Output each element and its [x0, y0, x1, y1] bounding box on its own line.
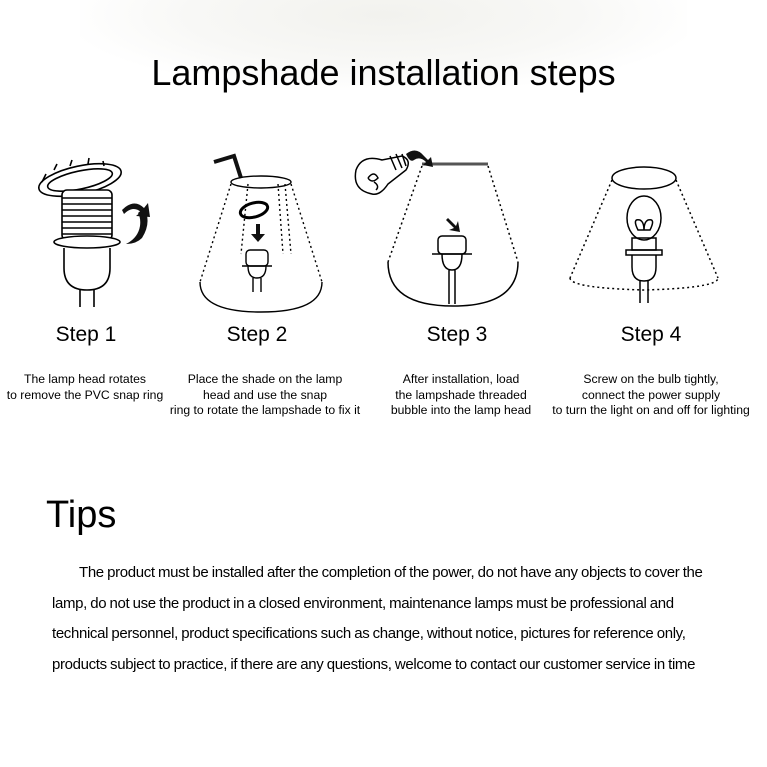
step-2-line: head and use the snap: [202, 387, 327, 402]
page-title: Lampshade installation steps: [151, 52, 616, 93]
step-3-line: the lampshade threaded: [395, 387, 527, 402]
step-2-label: Step 2: [226, 323, 288, 346]
step-4-line: Screw on the bulb tightly,: [583, 372, 719, 386]
step-4-label: Step 4: [620, 323, 682, 346]
step-4-description: [536, 372, 766, 419]
insert-bulb-icon: [352, 148, 522, 308]
shade-snap-ring-icon: [186, 148, 336, 308]
lit-lamp-icon: [564, 148, 724, 308]
step-3-line: After installation, load: [402, 372, 520, 386]
step-3-label: Step 3: [426, 323, 488, 346]
tips-body: The product must be installed after the completion of the power, do not have any objects to cover the lamp, do not use the product in a closed environment, maintenance lamps must be professional and technical personnel, product specifications such as change, without notice, pictures for reference only, products subject to practice, if there are any questions, welcome to contact our customer service in time: [52, 564, 703, 673]
step-2-line: Place the shade on the lamp: [187, 372, 343, 386]
step-4-line: to turn the light on and off for lighting: [552, 403, 750, 417]
step-1-line: to remove the PVC snap ring: [6, 387, 164, 402]
step-1-label: Step 1: [55, 323, 117, 346]
step-1-line: The lamp head rotates: [24, 372, 146, 386]
lamp-head-snap-ring-icon: [30, 148, 160, 308]
tips-heading: Tips: [46, 494, 117, 536]
step-4-line: connect the power supply: [581, 387, 721, 402]
step-2-line: ring to rotate the lampshade to fix it: [169, 403, 361, 417]
step-3-line: bubble into the lamp head: [390, 403, 532, 417]
